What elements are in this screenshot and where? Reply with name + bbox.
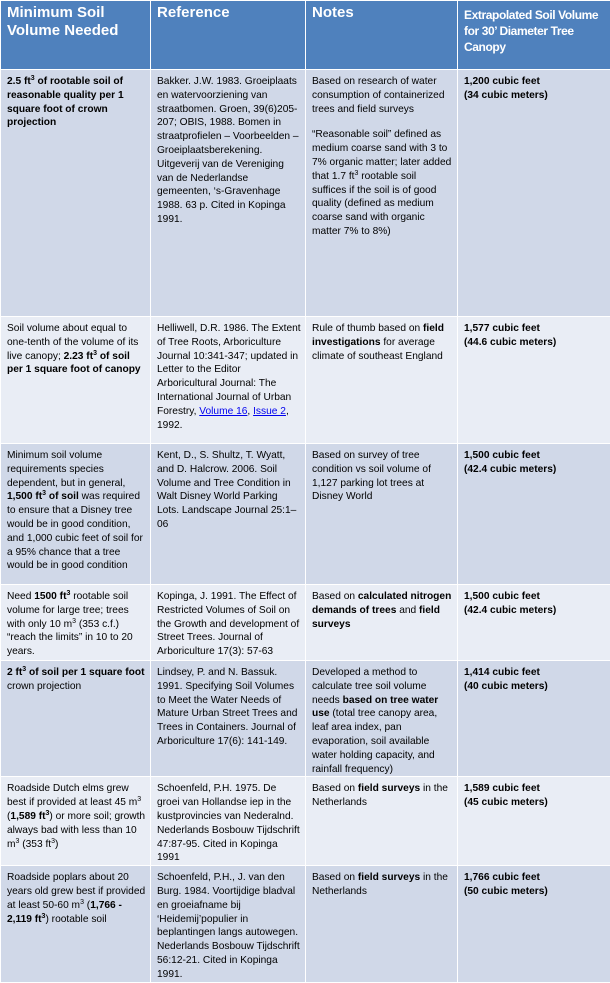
text: (total tree canopy area, leaf area index, pan evaporation, soil available water holding capacity, and rainfall frequency) xyxy=(312,708,437,774)
table-row xyxy=(1,661,610,777)
table-row xyxy=(1,444,610,585)
cell-extrapolated-volume xyxy=(458,317,610,444)
volume-feet: 1,414 cubic feet xyxy=(464,666,606,680)
volume-feet: 1,500 cubic feet xyxy=(464,590,606,604)
text: Based on xyxy=(312,872,358,883)
text: for average climate of southeast England xyxy=(312,337,443,362)
volume-feet: 1,200 cubic feet xyxy=(464,75,606,89)
text: , 1992. xyxy=(157,406,289,431)
bold-text: of soil per 1 square foot of canopy xyxy=(7,351,141,376)
cell-reference: Kopinga, J. 1991. The Effect of Restricted Volumes of Soil on the Growth and development of Street Trees. Journal of Arboriculture 17(3): 57-63 xyxy=(151,585,306,661)
cell-notes xyxy=(306,585,458,661)
superscript: 3 xyxy=(22,666,26,673)
text: Helliwell, D.R. 1986. The Extent of Tree Roots, Arboriculture Journal 10:341-347; updated in Letter to the Editor Arboricultural Journal: The International Journal of Urban Forestry, xyxy=(157,323,301,417)
text: (353 c.f.) “reach the limits” in 10 to 20 years. xyxy=(7,619,133,658)
bold-text: 2.5 ft xyxy=(7,76,31,87)
bold-text: 1,500 ft xyxy=(7,491,42,502)
superscript: 3 xyxy=(31,75,35,82)
bold-text: of soil xyxy=(46,491,79,502)
cell-extrapolated-volume xyxy=(458,777,610,866)
text: “Reasonable soil” defined as medium coarse sand with 3 to 7% organic matter; later added that 1.7 ft xyxy=(312,129,451,181)
cell-notes xyxy=(306,777,458,866)
bold-text: field surveys xyxy=(358,872,420,883)
cell-notes xyxy=(306,866,458,983)
table-row xyxy=(1,866,610,983)
superscript: 3 xyxy=(51,838,55,845)
text: was required to ensure that a Disney tree would be in good condition, and 1,000 cubic feet of soil for a 95% chance that a tree would be in good condition xyxy=(7,491,143,571)
issue-2-link[interactable]: Issue 2 xyxy=(253,406,286,417)
cell-extrapolated-volume xyxy=(458,444,610,585)
text: Rule of thumb based on xyxy=(312,323,423,334)
header-reference: Reference xyxy=(151,1,306,70)
volume-feet: 1,500 cubic feet xyxy=(464,449,606,463)
notes-paragraph xyxy=(312,128,453,238)
volume-16-link[interactable]: Volume 16 xyxy=(199,406,247,417)
header-minimum-soil-volume: Minimum Soil Volume Needed xyxy=(1,1,151,70)
cell-notes xyxy=(306,317,458,444)
cell-minimum-volume xyxy=(1,585,151,661)
text: Roadside poplars about 20 years old grew best if provided at least 50-60 m xyxy=(7,872,145,911)
superscript: 3 xyxy=(66,590,70,597)
volume-meters: (42.4 cubic meters) xyxy=(464,604,606,618)
superscript: 3 xyxy=(354,170,358,177)
text: ( xyxy=(84,900,90,911)
bold-text: based on tree water use xyxy=(312,695,438,720)
superscript: 3 xyxy=(80,899,84,906)
text: Soil volume about equal to one-tenth of the volume of its live canopy; xyxy=(7,323,138,362)
superscript: 3 xyxy=(42,490,46,497)
volume-meters: (42.4 cubic meters) xyxy=(464,463,606,477)
cell-minimum-volume xyxy=(1,444,151,585)
volume-feet: 1,766 cubic feet xyxy=(464,871,606,885)
superscript: 3 xyxy=(93,350,97,357)
cell-reference: Schoenfeld, P.H. 1975. De groei van Hollandse iep in the kustprovincies van Nederalnd. Nederlands Bosbouw Tijdschrift 47:87-95. Cited in Kopinga 1991 xyxy=(151,777,306,866)
text: (353 ft xyxy=(19,839,51,850)
bold-text: field investigations xyxy=(312,323,444,348)
cell-extrapolated-volume xyxy=(458,661,610,777)
cell-reference: Kent, D., S. Shultz, T. Wyatt, and D. Halcrow. 2006. Soil Volume and Tree Condition in Walt Disney World Parking Lots. Landscape Journal 25:1–06 xyxy=(151,444,306,585)
text: ) or more soil; growth always bad with less than 10 m xyxy=(7,811,145,850)
cell-extrapolated-volume xyxy=(458,70,610,317)
cell-reference: Schoenfeld, P.H., J. van den Burg. 1984. Voortijdige bladval en groeiafname bij ‘Heidemij’populier in beplantingen langs autowegen. Nederlands Bosbouw Tijdschrift 56:12-21. Cited in Kopinga 1991. xyxy=(151,866,306,983)
superscript: 3 xyxy=(42,913,46,920)
bold-text: field surveys xyxy=(312,605,440,630)
volume-meters: (50 cubic meters) xyxy=(464,885,606,899)
text: rootable soil suffices if the soil is of good quality (defined as medium coarse sand with organic matter 7% to 8%) xyxy=(312,171,436,237)
volume-meters: (44.6 cubic meters) xyxy=(464,336,606,350)
cell-extrapolated-volume xyxy=(458,866,610,983)
text: ) rootable soil xyxy=(45,914,106,925)
cell-extrapolated-volume xyxy=(458,585,610,661)
text: ) xyxy=(55,839,58,850)
superscript: 3 xyxy=(137,796,141,803)
text: rootable soil volume for large tree; trees with only 10 m xyxy=(7,591,129,630)
table-row xyxy=(1,777,610,866)
text: Developed a method to calculate tree soil volume needs xyxy=(312,667,426,706)
notes-paragraph: Based on research of water consumption of containerized trees and field surveys xyxy=(312,75,453,116)
volume-meters: (45 cubic meters) xyxy=(464,796,606,810)
cell-minimum-volume xyxy=(1,70,151,317)
cell-reference: Bakker. J.W. 1983. Groeiplaats en watervoorziening van straatbomen. Groen, 39(6)205-207; OBIS, 1988. Bomen in straatprofielen – Voorbeelden – Groeiplaatsberekening. Uitgeverij van de Vereniging van de Nederlandse gemeenten, ‘s-Gravenhage 1988. 63 p. Cited in Kopinga 1991. xyxy=(151,70,306,317)
superscript: 3 xyxy=(72,618,76,625)
text: in the Netherlands xyxy=(312,872,448,897)
cell-notes xyxy=(306,70,458,317)
text: Need xyxy=(7,591,34,602)
bold-text: 2.23 ft xyxy=(64,351,93,362)
cell-minimum-volume xyxy=(1,317,151,444)
volume-feet: 1,577 cubic feet xyxy=(464,322,606,336)
text: Minimum soil volume requirements species dependent, but in general, xyxy=(7,450,125,489)
bold-text: field surveys xyxy=(358,783,420,794)
bold-text: 1,589 ft xyxy=(10,811,45,822)
bold-text: calculated nitrogen demands of trees xyxy=(312,591,451,616)
bold-text: of rootable soil of reasonable quality per 1 square foot of crown projection xyxy=(7,76,124,128)
cell-minimum-volume xyxy=(1,777,151,866)
volume-feet: 1,589 cubic feet xyxy=(464,782,606,796)
text: Based on xyxy=(312,783,358,794)
header-extrapolated-volume: Extrapolated Soil Volume for 30’ Diameter Tree Canopy xyxy=(458,1,610,70)
table-row xyxy=(1,317,610,444)
text: in the Netherlands xyxy=(312,783,448,808)
cell-reference: Lindsey, P. and N. Bassuk. 1991. Specifying Soil Volumes to Meet the Water Needs of Mature Urban Street Trees and Trees in Containers. Journal of Arboriculture 17(6): 141-149. xyxy=(151,661,306,777)
header-notes: Notes xyxy=(306,1,458,70)
cell-minimum-volume xyxy=(1,661,151,777)
bold-text: 2 ft xyxy=(7,667,22,678)
superscript: 3 xyxy=(16,838,20,845)
text: ( xyxy=(7,811,10,822)
bold-text: of soil per 1 square foot xyxy=(26,667,144,678)
bold-text: 1500 ft xyxy=(34,591,66,602)
bold-text: 1,766 - 2,119 ft xyxy=(7,900,122,925)
text: Roadside Dutch elms grew best if provided at least 45 m xyxy=(7,783,137,808)
table-row xyxy=(1,70,610,317)
text: crown projection xyxy=(7,681,81,692)
superscript: 3 xyxy=(46,810,50,817)
volume-meters: (34 cubic meters) xyxy=(464,89,606,103)
header-row xyxy=(1,1,610,70)
cell-notes: Based on survey of tree condition vs soil volume of 1,127 parking lot trees at Disney World xyxy=(306,444,458,585)
table-row xyxy=(1,585,610,661)
cell-notes xyxy=(306,661,458,777)
text: and xyxy=(396,605,419,616)
cell-reference xyxy=(151,317,306,444)
cell-minimum-volume xyxy=(1,866,151,983)
text: Based on xyxy=(312,591,358,602)
volume-meters: (40 cubic meters) xyxy=(464,680,606,694)
text: , xyxy=(247,406,253,417)
